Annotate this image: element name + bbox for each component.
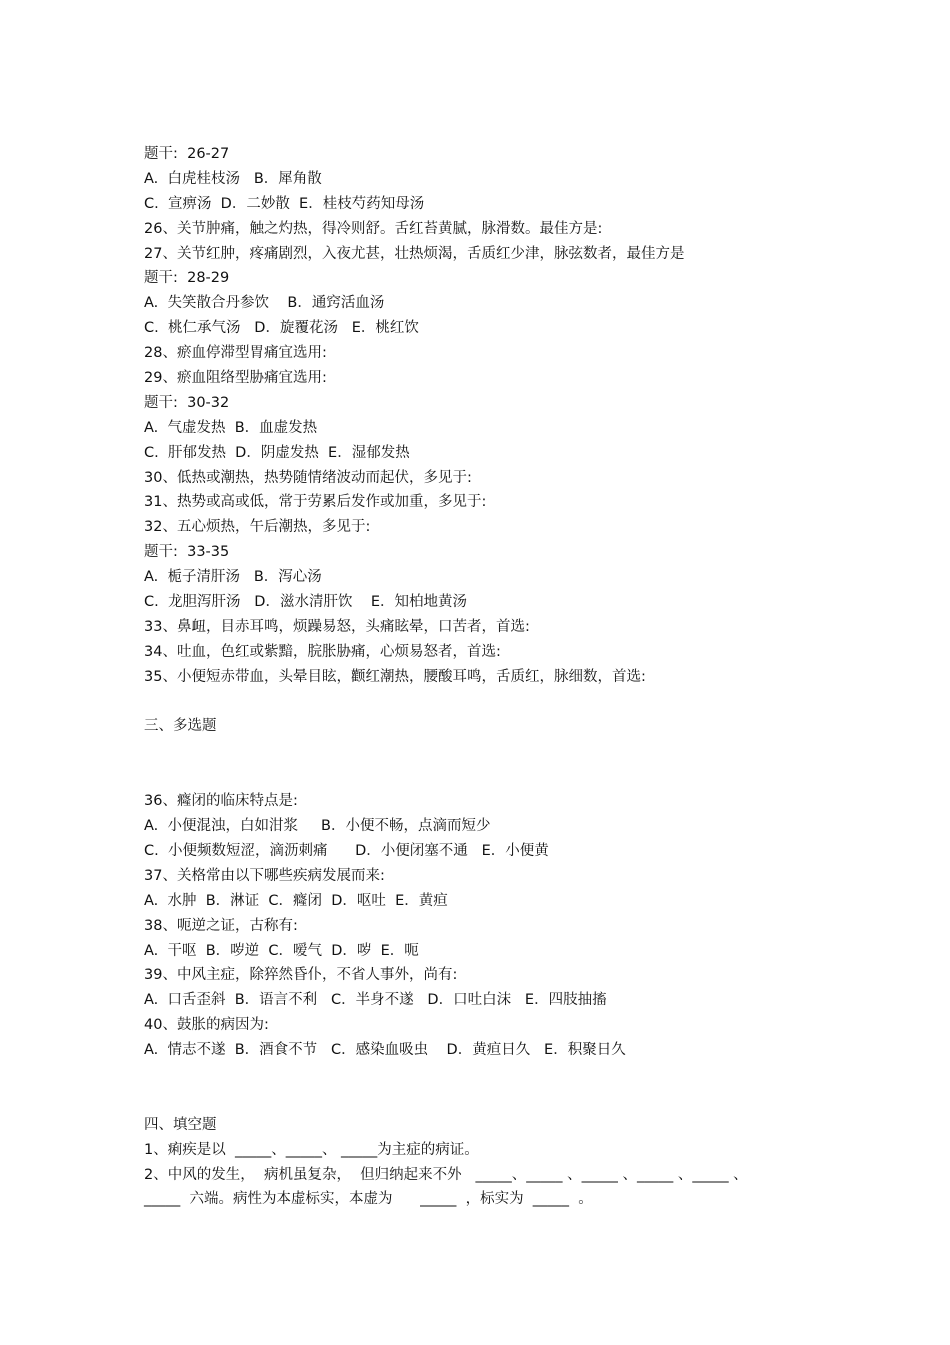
question-35: 35、小便短赤带血，头晕目眩，颧红潮热，腰酸耳鸣，舌质红，脉细数，首选: — [144, 668, 646, 685]
options-40: A. 情志不遂 B．酒食不节 C．感染血吸虫 D．黄疸日久 E．积聚日久 — [144, 1042, 626, 1059]
options-39: A. 口舌歪斜 B．语言不利 C．半身不遂 D．口吐白沫 E．四肢抽搐 — [144, 992, 607, 1009]
question-33: 33、鼻衄，目赤耳鸣，烦躁易怒，头痛眩晕，口苦者，首选: — [144, 618, 530, 635]
options-26-27-ab: A. 白虎桂枝汤 B．犀角散 — [144, 170, 322, 187]
fill-question-1: 1、痢疾是以 _____、_____、 _____为主症的病证。 — [144, 1141, 479, 1158]
question-27: 27、关节红肿，疼痛剧烈，入夜尤甚，壮热烦渴，舌质红少津，脉弦数者，最佳方是 — [144, 245, 685, 262]
section-title-multiple-choice: 三、多选题 — [144, 718, 217, 735]
stem-label-33-35: 题干: 33-35 — [144, 544, 230, 561]
stem-label-26-27: 题干: 26-27 — [144, 146, 230, 162]
question-34: 34、吐血，色红或紫黯，脘胀胁痛，心烦易怒者，首选: — [144, 643, 501, 660]
question-29: 29、瘀血阻络型胁痛宜选用: — [144, 370, 327, 387]
stem-label-30-32: 题干: 30-32 — [144, 394, 230, 411]
section-title-fill-in-blank: 四、填空题 — [144, 1116, 217, 1133]
options-28-29-cde: C. 桃仁承气汤 D．旋覆花汤 E．桃红饮 — [144, 320, 419, 337]
options-33-35-cde: C. 龙胆泻肝汤 D．滋水清肝饮 E．知柏地黄汤 — [144, 594, 468, 611]
options-26-27-cde: C. 宣痹汤 D．二妙散 E．桂枝芍药知母汤 — [144, 195, 425, 212]
fill-question-2-line-2: _____ 六端。病性为本虚标实，本虚为 _____ ，标实为 _____ 。 — [144, 1191, 593, 1208]
document-page — [144, 142, 844, 1212]
question-31: 31、热势或高或低，常于劳累后发作或加重，多见于: — [144, 494, 487, 511]
options-36-cde: C. 小便频数短涩，滴沥刺痛 D．小便闭塞不通 E．小便黄 — [144, 842, 549, 859]
options-37: A. 水肿 B．淋证 C．癃闭 D．呕吐 E．黄疸 — [144, 892, 448, 909]
options-38: A. 干呕 B．哕逆 C．嗳气 D．哕 E．呃 — [144, 942, 419, 959]
question-32: 32、五心烦热，午后潮热，多见于: — [144, 519, 371, 536]
options-33-35-ab: A. 栀子清肝汤 B．泻心汤 — [144, 569, 322, 586]
options-30-32-ab: A. 气虚发热 B．血虚发热 — [144, 419, 318, 436]
options-36-ab: A. 小便混浊，白如泔浆 B．小便不畅，点滴而短少 — [144, 818, 491, 835]
question-30: 30、低热或潮热，热势随情绪波动而起伏，多见于: — [144, 469, 472, 486]
question-block-36-40 — [144, 789, 844, 1063]
question-26: 26、关节肿痛，触之灼热，得冷则舒。舌红苔黄腻，脉滑数。最佳方是: — [144, 220, 603, 237]
question-28: 28、瘀血停滞型胃痛宜选用: — [144, 345, 327, 362]
question-40: 40、鼓胀的病因为: — [144, 1017, 269, 1034]
question-block-26-35 — [144, 142, 844, 690]
question-36: 36、癃闭的临床特点是: — [144, 793, 298, 810]
stem-label-28-29: 题干: 28-29 — [144, 270, 230, 287]
fill-in-block — [144, 1138, 844, 1213]
options-30-32-cde: C. 肝郁发热 D．阴虚发热 E．湿郁发热 — [144, 444, 410, 461]
fill-question-2-line-1: 2、中风的发生， 病机虽复杂， 但归纳起来不外 _____、_____ 、_____ 、_____ 、_____ 、 — [144, 1166, 748, 1183]
question-37: 37、关格常由以下哪些疾病发展而来: — [144, 867, 385, 884]
question-39: 39、中风主症，除猝然昏仆，不省人事外，尚有: — [144, 967, 458, 984]
question-38: 38、呃逆之证，古称有: — [144, 917, 298, 934]
options-28-29-ab: A. 失笑散合丹参饮 B．通窍活血汤 — [144, 295, 385, 312]
